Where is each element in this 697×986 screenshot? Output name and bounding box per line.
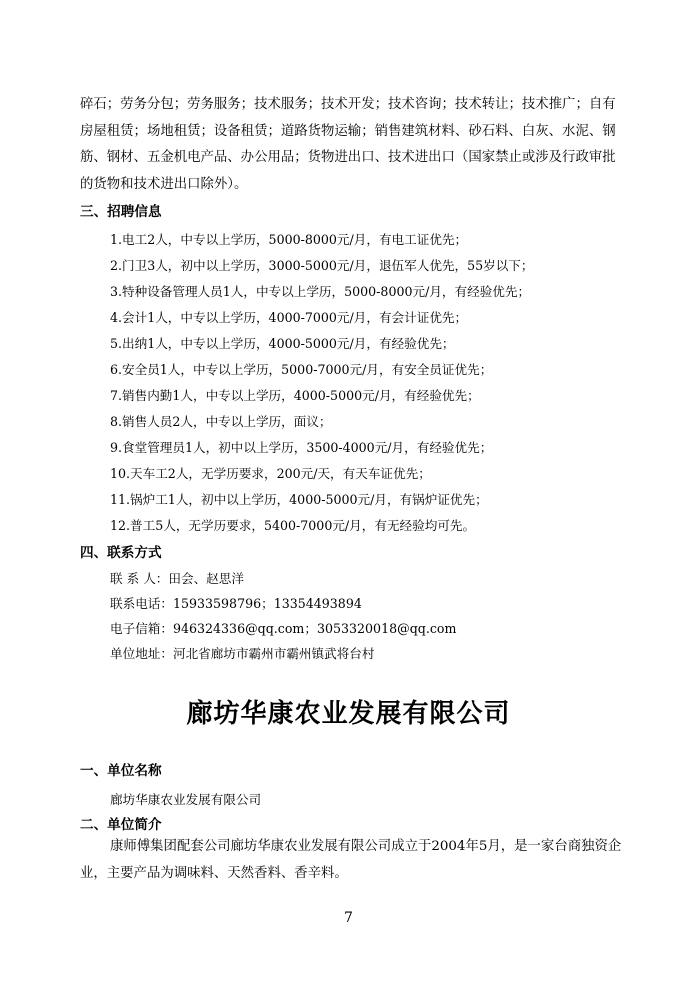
recruit-item: 6.安全员1人，中专以上学历，5000-7000元/月，有安全员证优先； [110, 362, 493, 377]
recruit-item: 5.出纳1人，中专以上学历，4000-5000元/月，有经验优先； [110, 336, 455, 351]
contact-phone: 联系电话：15933598796；13354493894 [110, 596, 362, 611]
recruit-item: 9.食堂管理员1人，初中以上学历，3500-4000元/月，有经验优先； [110, 440, 493, 455]
recruit-item: 12.普工5人，无学历要求，5400-7000元/月，有无经验均可先。 [110, 518, 476, 533]
recruit-item: 1.电工2人，中专以上学历，5000-8000元/月，有电工证优先； [110, 232, 468, 247]
recruit-item: 10.天车工2人，无学历要求，200元/天，有天车证优先； [110, 466, 431, 481]
page-number: 7 [344, 910, 353, 926]
contact-email: 电子信箱：946324336@qq.com；3053320018@qq.com [110, 621, 457, 636]
company-intro-heading: 二、单位简介 [80, 817, 162, 833]
recruit-item: 11.锅炉工1人，初中以上学历，4000-5000元/月，有锅炉证优先； [110, 492, 488, 507]
recruit-heading: 三、招聘信息 [80, 204, 162, 220]
recruit-item: 4.会计1人，中专以上学历，4000-7000元/月，有会计证优先； [110, 310, 468, 325]
company-name: 廊坊华康农业发展有限公司 [110, 792, 262, 807]
company-name-heading: 一、单位名称 [80, 763, 162, 779]
contact-person: 联 系 人：田会、赵思洋 [110, 571, 244, 586]
business-scope-paragraph: 碎石；劳务分包；劳务服务；技术服务；技术开发；技术咨询；技术转让；技术推广；自有房屋租赁；场地租赁；设备租赁；道路货物运输；销售建筑材料、砂石料、白灰、水泥、钢筋、钢材、五金机电产品、办公用品；货物进出口、技术进出口（国家禁止或涉及行政审批的货物和技术进出口除外）。 [80, 97, 616, 192]
contact-heading: 四、联系方式 [80, 545, 162, 561]
recruit-item: 7.销售内勤1人，中专以上学历，4000-5000元/月，有经验优先； [110, 388, 480, 403]
recruit-item: 8.销售人员2人，中专以上学历，面议； [110, 414, 332, 429]
recruit-item: 2.门卫3人，初中以上学历，3000-5000元/月，退伍军人优先，55岁以下； [110, 258, 534, 273]
recruit-item: 3.特种设备管理人员1人，中专以上学历，5000-8000元/月，有经验优先； [110, 284, 531, 299]
company-intro: 康师傅集团配套公司廊坊华康农业发展有限公司成立于2004年5月，是一家台商独资企业，主要产品为调味料、天然香料、香辛料。 [80, 839, 622, 881]
company-title: 廊坊华康农业发展有限公司 [186, 699, 511, 729]
contact-address: 单位地址：河北省廊坊市霸州市霸州镇武将台村 [110, 646, 375, 661]
